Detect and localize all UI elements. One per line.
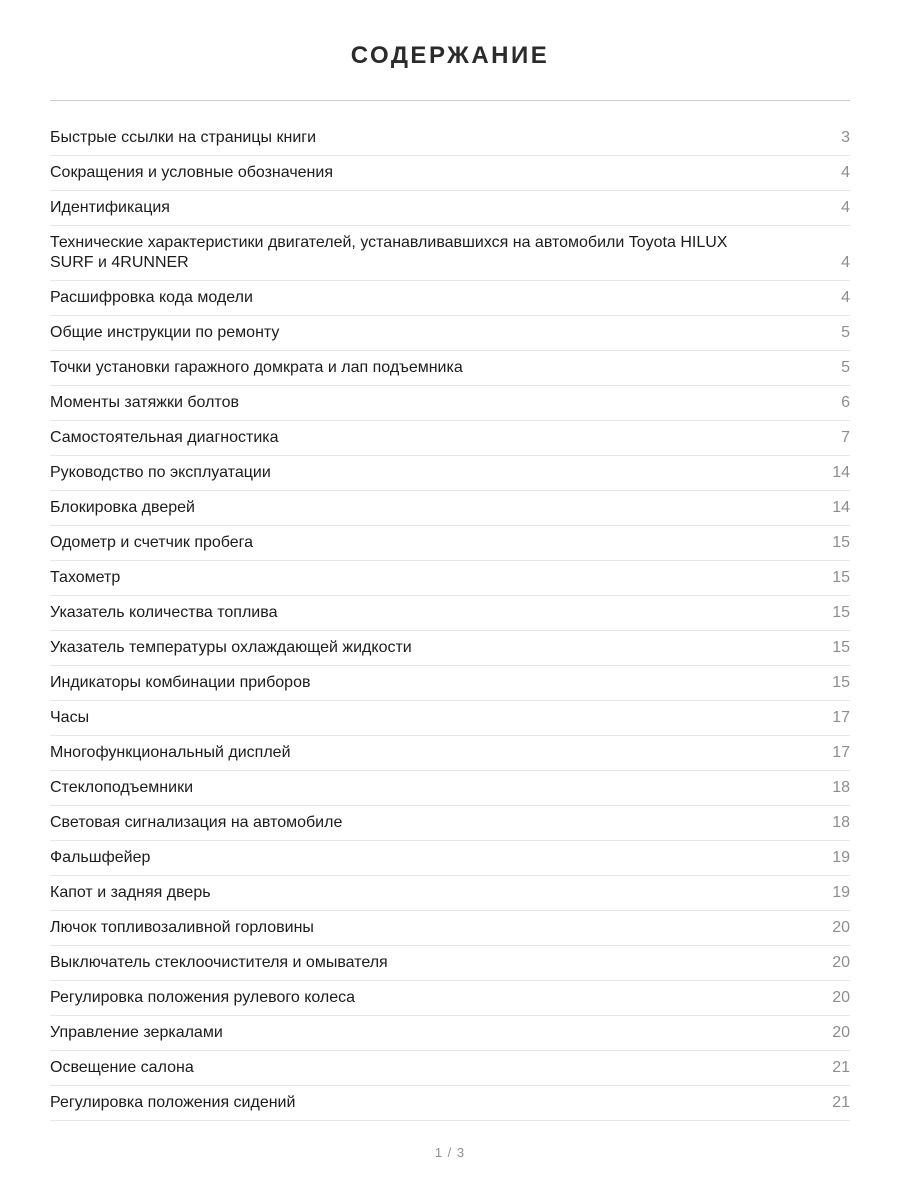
toc-entry-label: Технические характеристики двигателей, устанавливавшихся на автомобили Toyota HILUX SURF и 4RUNNER <box>50 234 728 271</box>
toc-entry-page: 20 <box>832 989 850 1006</box>
toc-entry[interactable] <box>50 701 850 736</box>
toc-entry[interactable] <box>50 981 850 1016</box>
toc-entry-page: 19 <box>832 884 850 901</box>
toc-entry-page: 4 <box>841 289 850 306</box>
toc-entry-label: Идентификация <box>50 199 170 216</box>
toc-entry-label: Точки установки гаражного домкрата и лап подъемника <box>50 359 463 376</box>
page-title: СОДЕРЖАНИЕ <box>350 42 550 69</box>
toc-entry[interactable] <box>50 736 850 771</box>
toc-entry-page: 19 <box>832 849 850 866</box>
toc-entry-page: 15 <box>832 604 850 621</box>
toc-entry-label: Регулировка положения сидений <box>50 1094 296 1111</box>
toc-entry-label: Световая сигнализация на автомобиле <box>50 814 343 831</box>
toc-entry[interactable] <box>50 121 850 156</box>
title-divider <box>50 100 850 101</box>
toc-entry-label: Руководство по эксплуатации <box>50 464 271 481</box>
toc-entry-page: 5 <box>841 359 850 376</box>
toc-entry[interactable] <box>50 876 850 911</box>
toc-entry-label: Указатель температуры охлаждающей жидкости <box>50 639 412 656</box>
toc-entry[interactable] <box>50 281 850 316</box>
toc-entry-label: Управление зеркалами <box>50 1024 223 1041</box>
toc-entry-page: 15 <box>832 674 850 691</box>
toc-entry-label: Сокращения и условные обозначения <box>50 164 333 181</box>
toc-entry-page: 15 <box>832 639 850 656</box>
toc-entry-label: Быстрые ссылки на страницы книги <box>50 129 317 146</box>
toc-entry-label: Освещение салона <box>50 1059 194 1076</box>
toc-entry-page: 7 <box>841 429 850 446</box>
toc-entry-label: Моменты затяжки болтов <box>50 394 239 411</box>
toc-entry-page: 4 <box>841 164 850 181</box>
toc-entry-page: 15 <box>832 569 850 586</box>
toc-entry-label: Часы <box>50 709 90 726</box>
toc-entry[interactable] <box>50 771 850 806</box>
toc-entry-page: 4 <box>841 199 850 216</box>
page-number-indicator: 1 / 3 <box>434 1145 466 1160</box>
toc-entry-label: Блокировка дверей <box>50 499 195 516</box>
toc-entry-page: 20 <box>832 919 850 936</box>
toc-entry-page: 4 <box>841 254 850 271</box>
toc-list <box>50 121 850 1121</box>
toc-entry[interactable] <box>50 386 850 421</box>
toc-entry[interactable] <box>50 1016 850 1051</box>
toc-entry-page: 18 <box>832 814 850 831</box>
toc-entry[interactable] <box>50 526 850 561</box>
toc-entry-page: 20 <box>832 954 850 971</box>
toc-entry-label: Расшифровка кода модели <box>50 289 253 306</box>
toc-entry[interactable] <box>50 561 850 596</box>
toc-entry-page: 6 <box>841 394 850 411</box>
toc-entry-label: Капот и задняя дверь <box>50 884 211 901</box>
toc-entry[interactable] <box>50 806 850 841</box>
toc-entry-page: 3 <box>841 129 850 146</box>
toc-entry[interactable] <box>50 156 850 191</box>
toc-entry[interactable] <box>50 666 850 701</box>
toc-entry[interactable] <box>50 1086 850 1121</box>
toc-entry-page: 18 <box>832 779 850 796</box>
toc-entry[interactable] <box>50 631 850 666</box>
toc-entry-page: 21 <box>832 1094 850 1111</box>
toc-entry-label: Тахометр <box>50 569 121 586</box>
toc-entry[interactable] <box>50 596 850 631</box>
toc-entry-label: Регулировка положения рулевого колеса <box>50 989 356 1006</box>
toc-entry-label: Выключатель стеклоочистителя и омывателя <box>50 954 388 971</box>
toc-entry-label: Самостоятельная диагностика <box>50 429 279 446</box>
toc-entry[interactable] <box>50 1051 850 1086</box>
toc-entry[interactable] <box>50 911 850 946</box>
toc-entry[interactable] <box>50 946 850 981</box>
toc-entry-page: 21 <box>832 1059 850 1076</box>
toc-entry-page: 5 <box>841 324 850 341</box>
toc-entry[interactable] <box>50 841 850 876</box>
toc-entry-label: Многофункциональный дисплей <box>50 744 291 761</box>
toc-entry-label: Одометр и счетчик пробега <box>50 534 254 551</box>
toc-entry-label: Стеклоподъемники <box>50 779 193 796</box>
toc-entry-page: 15 <box>832 534 850 551</box>
toc-entry[interactable] <box>50 191 850 226</box>
toc-entry[interactable] <box>50 226 850 281</box>
toc-entry-page: 17 <box>832 744 850 761</box>
toc-entry[interactable] <box>50 351 850 386</box>
toc-entry-label: Указатель количества топлива <box>50 604 278 621</box>
toc-entry-page: 14 <box>832 499 850 516</box>
toc-entry-label: Индикаторы комбинации приборов <box>50 674 311 691</box>
toc-entry-label: Общие инструкции по ремонту <box>50 324 280 341</box>
toc-entry[interactable] <box>50 421 850 456</box>
toc-entry-page: 17 <box>832 709 850 726</box>
toc-entry[interactable] <box>50 316 850 351</box>
toc-entry[interactable] <box>50 456 850 491</box>
toc-entry-page: 20 <box>832 1024 850 1041</box>
toc-entry[interactable] <box>50 491 850 526</box>
toc-entry-page: 14 <box>832 464 850 481</box>
toc-entry-label: Фальшфейер <box>50 849 151 866</box>
toc-entry-label: Лючок топливозаливной горловины <box>50 919 314 936</box>
